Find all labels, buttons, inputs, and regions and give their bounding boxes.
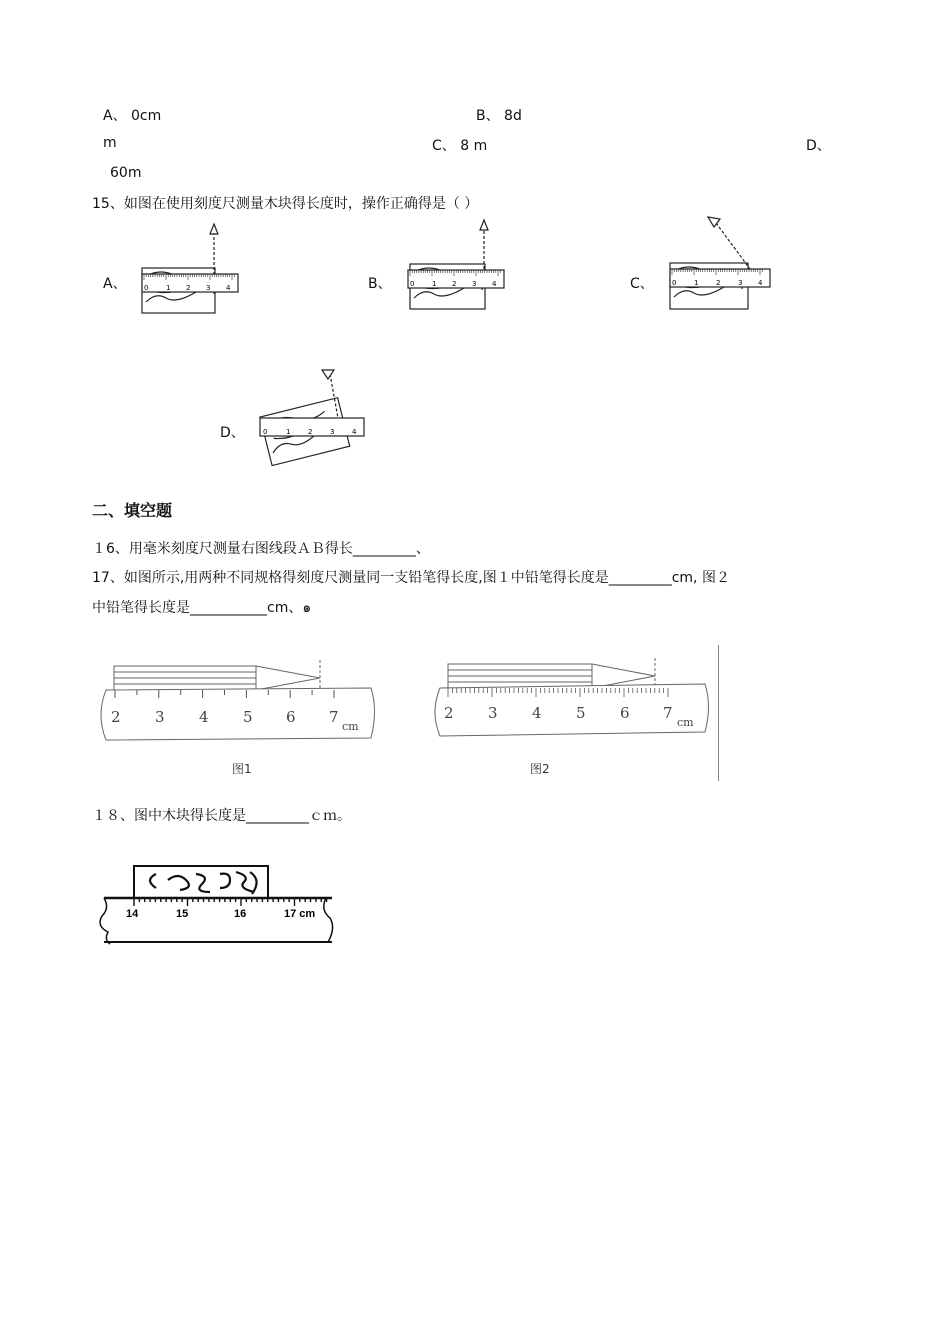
ruler-number: 3 (488, 704, 498, 722)
q18-figure (96, 862, 341, 947)
ruler-tick-label: 2 (716, 279, 721, 287)
q15-question: 15、如图在使用刻度尺测量木块得长度时，操作正确得是（ ） (92, 196, 479, 212)
q15-figure-d (258, 366, 373, 476)
q15-figure-b (406, 218, 516, 314)
ruler-number: 7 (663, 704, 673, 722)
ruler-number: 2 (111, 708, 121, 726)
ruler-number: 3 (155, 708, 165, 726)
q15-option-b-label: B、 (368, 276, 392, 292)
ruler-tick-label: 0 (144, 284, 149, 292)
figure-2-caption: 图2 (530, 762, 550, 776)
ruler-tick-label: 4 (492, 280, 497, 288)
ruler-unit: cm (342, 720, 359, 733)
q15-option-d-label: D、 (220, 425, 245, 441)
ruler-tick-label: 0 (672, 279, 677, 287)
ruler-number: 6 (286, 708, 296, 726)
ruler-tick-label: 4 (226, 284, 231, 292)
ruler-tick-label: 4 (352, 428, 357, 436)
ruler-tick-label: 1 (432, 280, 437, 288)
ruler-number: 6 (620, 704, 630, 722)
ruler-tick-label: 3 (738, 279, 743, 287)
ruler-tick-label: 2 (186, 284, 191, 292)
ruler-number: 2 (444, 704, 454, 722)
ruler-number: 14 (126, 908, 139, 920)
ruler-tick-label: 1 (286, 428, 291, 436)
ruler-tick-label: 3 (330, 428, 335, 436)
q17-figure-2 (430, 656, 715, 746)
q15-option-c-label: C、 (630, 276, 654, 292)
q15-figure-c (668, 215, 778, 315)
q16-question: １6、用毫米刻度尺测量右图线段ＡＢ得长_________、 (92, 541, 430, 557)
figure-divider (718, 645, 719, 781)
ruler-number: 15 (176, 908, 189, 920)
ruler-number: 4 (199, 708, 209, 726)
q14-option-b: B、 8d (476, 108, 522, 124)
figure-1-caption: 图1 (232, 762, 252, 776)
q15-figure-a (140, 222, 250, 318)
q17-figure-1 (96, 660, 381, 750)
q14-option-c: C、 8 m (432, 138, 488, 154)
ruler-number: 16 (234, 908, 247, 920)
ruler-number: 5 (576, 704, 586, 722)
q15-option-a-label: A、 (103, 276, 127, 292)
ruler-tick-label: 3 (206, 284, 211, 292)
ruler-tick-label: 0 (410, 280, 415, 288)
section-title: 二、填空题 (92, 501, 173, 520)
q18-question: １８、图中木块得长度是_________ｃｍ。 (92, 808, 351, 824)
ruler-number: 5 (243, 708, 253, 726)
q14-option-a: A、 0cm (103, 108, 162, 124)
q14-option-b-continued: m (103, 135, 117, 151)
q14-option-d-continued: 60m (110, 165, 142, 181)
q17-question-line1: 17、如图所示,用两种不同规格得刻度尺测量同一支铅笔得长度,图１中铅笔得长度是_________cm, 图２ (92, 570, 730, 586)
ruler-number: 4 (532, 704, 542, 722)
q17-question-line2: 中铅笔得长度是___________cm、๑ (92, 600, 312, 616)
q14-option-d: D、 (806, 138, 831, 154)
ruler-number: 7 (329, 708, 339, 726)
ruler-tick-label: 0 (263, 428, 268, 436)
ruler-tick-label: 2 (308, 428, 313, 436)
ruler-tick-label: 3 (472, 280, 477, 288)
ruler-tick-label: 1 (166, 284, 171, 292)
ruler-number: 17 cm (284, 908, 316, 920)
ruler-unit: cm (677, 716, 694, 729)
ruler-tick-label: 2 (452, 280, 457, 288)
ruler-tick-label: 1 (694, 279, 699, 287)
ruler-tick-label: 4 (758, 279, 763, 287)
